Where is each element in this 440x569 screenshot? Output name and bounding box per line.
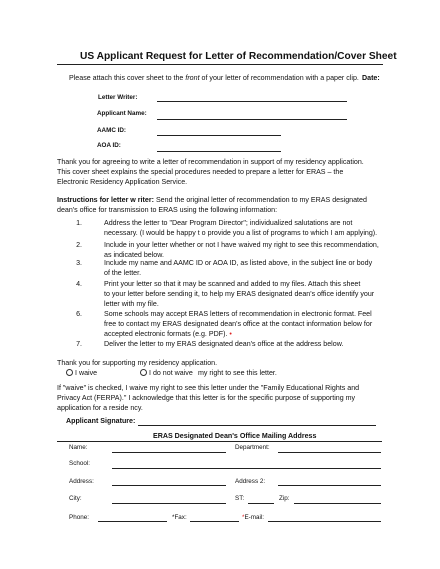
list-item-text: Include in your letter whether or not I have waived my right to see this recommendation, bbox=[104, 241, 379, 249]
list-number: 1. bbox=[76, 219, 82, 227]
list-item-line: accepted electronic formats (e.g. PDF). bbox=[104, 330, 228, 338]
aoa-id-label: AOA ID: bbox=[97, 142, 121, 149]
school-label: School: bbox=[69, 460, 91, 467]
signature-label: Applicant Signature: bbox=[66, 417, 136, 425]
list-item-text: Include my name and AAMC ID or AOA ID, as listed above, in the subject line or body bbox=[104, 259, 373, 267]
not-waive-label: I do not waive bbox=[149, 369, 193, 377]
list-item-text: free to contact my ERAS designated dean's office at the contact information below for bbox=[104, 320, 373, 328]
ferpa-line-1: If "waive" is checked, I waive my right to see this letter under the "Family Educational Rights and bbox=[57, 384, 360, 392]
intro-line-1: Thank you for agreeing to write a letter of recommendation in support of my residency application. bbox=[57, 158, 364, 166]
list-number: 7. bbox=[76, 340, 82, 348]
intro-line-2: This cover sheet explains the special procedures needed to prepare a letter for ERAS – the bbox=[57, 168, 344, 176]
waive-label: I waive bbox=[75, 369, 98, 377]
not-waive-option[interactable] bbox=[140, 369, 193, 379]
attach-pre: Please attach this cover sheet to the bbox=[69, 74, 184, 82]
list-number: 2. bbox=[76, 241, 82, 249]
thanks-text: Thank you for supporting my residency application. bbox=[57, 359, 218, 367]
list-item-text: Address the letter to "Dear Program Director"; individualized salutations are not bbox=[104, 219, 353, 227]
list-item-text: Print your letter so that it may be scanned and added to my files. Attach this sheet bbox=[104, 280, 361, 288]
list-number: 6. bbox=[76, 310, 82, 318]
phone-field[interactable] bbox=[98, 521, 167, 522]
attach-instruction bbox=[69, 74, 359, 84]
phone-label: Phone: bbox=[69, 514, 89, 521]
fax-field[interactable] bbox=[190, 521, 239, 522]
instructions-line-1-rest: Send the original letter of recommendation to my ERAS designated bbox=[155, 196, 367, 204]
radio-icon[interactable] bbox=[140, 369, 147, 376]
ferpa-line-2: Privacy Act (FERPA)." I acknowledge that this letter is for the specific purpose of supporting my bbox=[57, 394, 356, 402]
list-item-text: of the letter. bbox=[104, 269, 142, 277]
letter-writer-field[interactable] bbox=[157, 101, 347, 102]
waive-option[interactable] bbox=[66, 369, 97, 379]
list-item-text: as indicated below. bbox=[104, 251, 164, 259]
aamc-id-label: AAMC ID: bbox=[97, 127, 127, 134]
list-item-text: letter with my file. bbox=[104, 300, 159, 308]
list-item-text: Some schools may accept ERAS letters of recommendation in electronic format. Feel bbox=[104, 310, 372, 318]
list-number: 3. bbox=[76, 259, 82, 267]
signature-field[interactable] bbox=[138, 425, 376, 426]
attach-post: of your letter of recommendation with a paper clip. bbox=[201, 74, 359, 82]
state-field[interactable] bbox=[248, 503, 274, 504]
page-title: US Applicant Request for Letter of Recommendation/Cover Sheet bbox=[80, 51, 397, 62]
ferpa-line-3: application for a reside ncy. bbox=[57, 404, 143, 412]
list-item-text: necessary. (I would be happy t o provide you a list of programs to which I am applying). bbox=[104, 229, 378, 237]
address-label: Address: bbox=[69, 478, 94, 485]
address2-label: Address 2: bbox=[235, 478, 266, 485]
waive-rest: my right to see this letter. bbox=[198, 369, 277, 377]
list-item-text bbox=[104, 330, 232, 340]
email-label bbox=[242, 514, 264, 521]
list-item-text: Deliver the letter to my ERAS designated dean's office at the address below. bbox=[104, 340, 344, 348]
name-label: Name: bbox=[69, 444, 88, 451]
email-field[interactable] bbox=[268, 521, 381, 522]
aamc-id-field[interactable] bbox=[157, 135, 281, 136]
instructions-line-2: dean's office for transmission to ERAS using the following information: bbox=[57, 206, 278, 214]
department-field[interactable] bbox=[278, 452, 381, 453]
state-label: ST: bbox=[235, 495, 245, 502]
bullet-dot-icon: • bbox=[229, 330, 232, 338]
address-field[interactable] bbox=[112, 485, 226, 486]
attach-emph: front bbox=[185, 74, 200, 82]
zip-field[interactable] bbox=[294, 503, 381, 504]
zip-label: Zip: bbox=[279, 495, 290, 502]
mailing-heading-rule bbox=[57, 441, 382, 442]
address2-field[interactable] bbox=[278, 485, 381, 486]
list-item-text: to your letter before sending it, to help my ERAS designated dean's office identify your bbox=[104, 290, 375, 298]
applicant-name-field[interactable] bbox=[157, 119, 347, 120]
intro-line-3: Electronic Residency Application Service. bbox=[57, 178, 188, 186]
instructions-line-1 bbox=[57, 196, 367, 206]
fax-label: *Fax: bbox=[172, 514, 187, 521]
required-star: * bbox=[242, 514, 245, 521]
letter-writer-label: Letter Writer: bbox=[98, 94, 138, 101]
title-underline bbox=[57, 64, 383, 65]
radio-icon[interactable] bbox=[66, 369, 73, 376]
department-label: Department: bbox=[235, 444, 270, 451]
date-label: Date: bbox=[362, 74, 380, 82]
city-label: City: bbox=[69, 495, 82, 502]
school-field[interactable] bbox=[112, 468, 381, 469]
city-field[interactable] bbox=[112, 503, 226, 504]
aoa-id-field[interactable] bbox=[157, 151, 281, 152]
instructions-heading: Instructions for letter w riter: bbox=[57, 196, 154, 204]
name-field[interactable] bbox=[112, 452, 226, 453]
applicant-name-label: Applicant Name: bbox=[97, 110, 147, 117]
list-number: 4. bbox=[76, 280, 82, 288]
mailing-heading: ERAS Designated Dean's Office Mailing Address bbox=[153, 432, 317, 440]
email-label-text: E-mail: bbox=[244, 514, 265, 521]
